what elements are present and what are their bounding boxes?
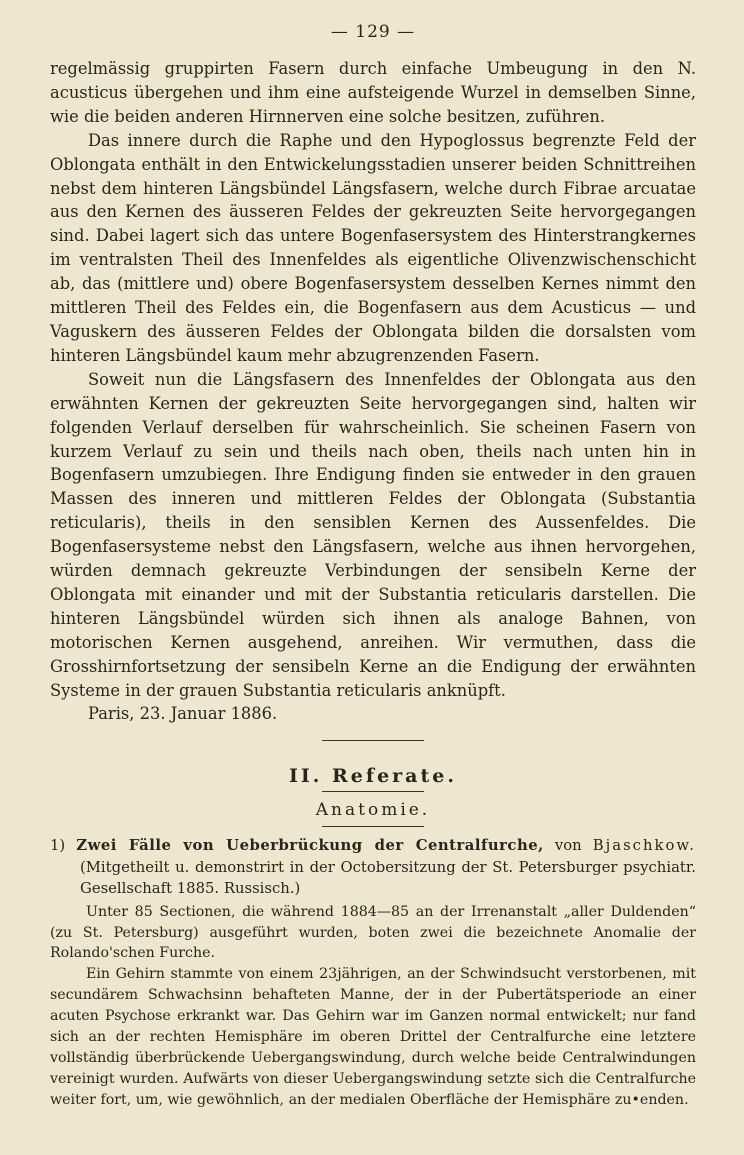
referat-entry xyxy=(50,835,696,899)
heading-divider xyxy=(322,791,424,792)
referat-header xyxy=(50,835,696,899)
referat-title: Zwei Fälle von Ueberbrückung der Centralfurche, xyxy=(76,837,544,855)
referat-author-prefix: von xyxy=(554,837,582,855)
subsection-heading: Anatomie. xyxy=(315,800,431,821)
section-divider xyxy=(322,740,424,741)
referat-paragraph-brain: Ein Gehirn stammte von einem 23jährigen, an der Schwindsucht verstorbenen, mit secundärem Schwachsinn behafteten Manne, der in der Pubertätsperiode an einer acuten Psychose erkrankt war. Das Gehirn war im Ganzen normal entwickelt; nur fand sich an der rechten Hemisphäre im oberen Drittel der Centralfurche eine letztere vollständig überbrückende Uebergangswindung, durch welche beide Centralwindungen vereinigt wurden. Aufwärts von dieser Uebergangswindung setzte sich die Centralfurche weiter fort, um, wie gewöhnlich, an der medialen Oberfläche der Hemisphäre zu•enden. xyxy=(50,966,696,1108)
referat-author: Bjaschkow. xyxy=(592,837,696,855)
section-heading: II. Referate. xyxy=(289,765,457,788)
paragraph-longitudinal-fibres: Soweit nun die Längsfasern des Innenfeldes der Oblongata aus den erwähnten Kernen der gekreuzten Seite hervorgegangen sind, halten wir folgenden Verlauf derselben für wahrscheinlich. Sie scheinen Fasern von kurzem Verlauf zu sein und theils nach oben, theils nach unten hin in Bogenfasern umzubiegen. Ihre Endigung finden sie entweder in den grauen Massen des inneren und mittleren Feldes der Oblongata (Substantia reticularis), theils in den sensiblen Kernen des Aussenfeldes. Die Bogenfasersysteme nebst den Längsfasern, welche aus ihnen hervorgehen, würden demnach gekreuzte Verbindungen der sensibeln Kerne der Oblongata mit einander und mit der Substantia reticularis darstellen. Die hinteren Längsbündel würden sich ihnen als analoge Bahnen, von motorischen Kernen ausgehend, anreihen. Wir vermuthen, dass die Grosshirnfortsetzung der sensibeln Kerne an die Endigung der erwähnten Systeme in der grauen Substantia reticularis anknüpft. xyxy=(50,369,696,700)
dateline: Paris, 23. Januar 1886. xyxy=(88,704,278,724)
referat-body xyxy=(50,902,696,1111)
article-conclusion xyxy=(50,57,696,726)
referat-paragraph-sections: Unter 85 Sectionen, die während 1884—85 an der Irrenanstalt „aller Duldenden“ (zu St. Petersburg) ausgeführt wurden, boten zwei die bezeichnete Anomalie der Rolando'schen Furche. xyxy=(50,903,696,962)
subsection-divider xyxy=(322,826,424,827)
paragraph-inner-field: Das innere durch die Raphe und den Hypoglossus begrenzte Feld der Oblongata enthält in den Entwickelungsstadien unserer beiden Schnittreihen nebst dem hinteren Längsbündel Längsfasern, welche durch Fibrae arcuatae aus den Kernen des äusseren Feldes der gekreuzten Seite hervorgegangen sind. Dabei lagert sich das untere Bogenfasersystem des Hinterstrangkernes im ventralsten Theil des Innenfeldes als eigentliche Olivenzwischenschicht ab, das (mittlere und) obere Bogenfasersystem desselben Kernes nimmt den mittleren Theil des Feldes ein, die Bogenfasern aus dem Acusticus — und Vaguskern des äusseren Feldes der Oblongata bilden die dorsalsten vom hinteren Längsbündel kaum mehr abzugrenzenden Fasern. xyxy=(50,130,696,365)
referat-source: (Mitgetheilt u. demonstrirt in der Octobersitzung der St. Petersburger psychiatr. Gesellschaft 1885. Russisch.) xyxy=(80,858,696,898)
page-number: — 129 — xyxy=(330,22,416,42)
referat-number: 1) xyxy=(50,837,66,855)
paragraph-continuation: regelmässig gruppirten Fasern durch einfache Umbeugung in den N. acusticus übergehen und ihm eine aufsteigende Wurzel in demselben Sinne, wie die beiden anderen Hirnnerven eine solche besitzen, zuführen. xyxy=(50,59,696,126)
